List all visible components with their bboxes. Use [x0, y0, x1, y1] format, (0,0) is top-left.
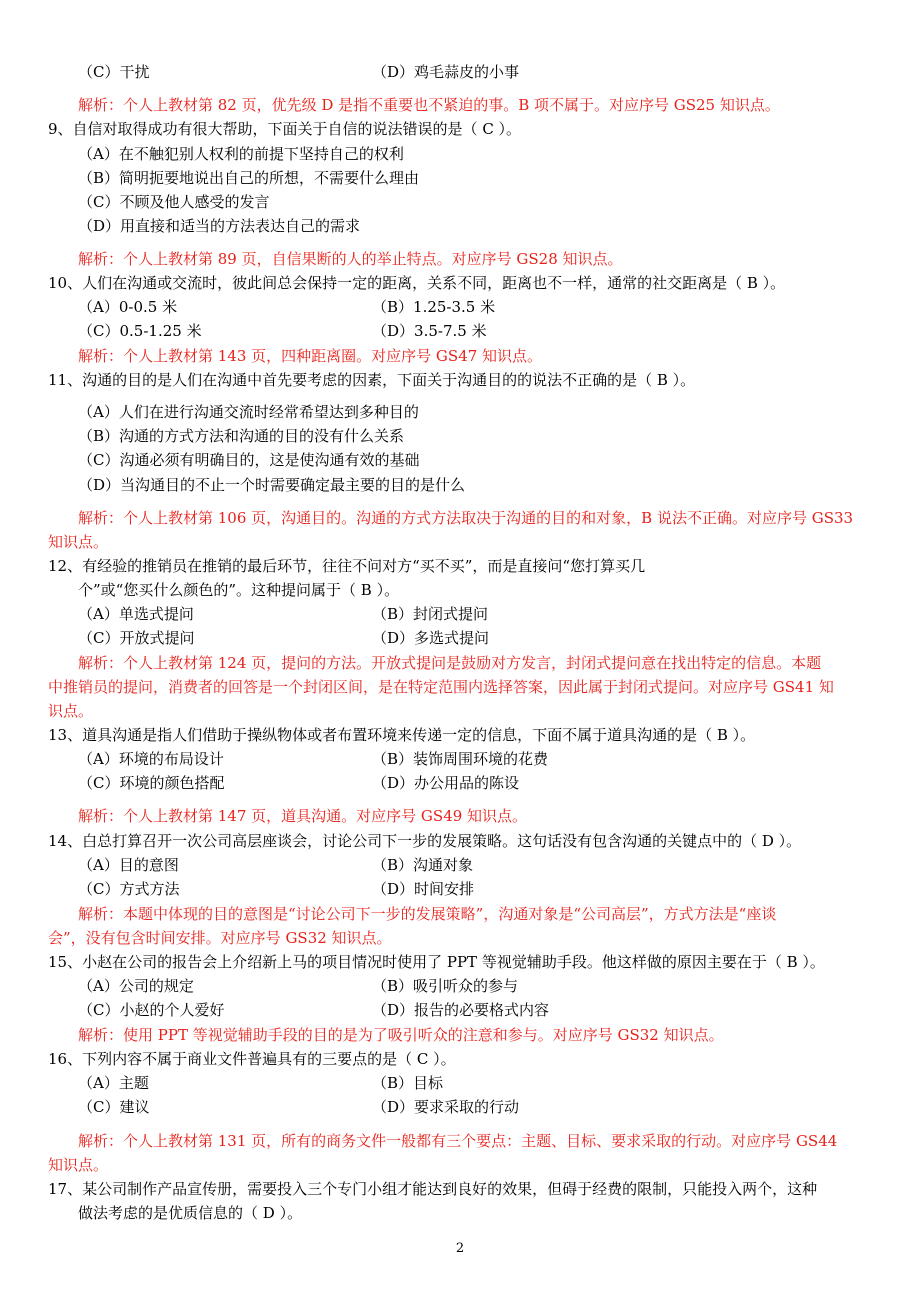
- question-16-explanation-line2: 知识点。: [48, 1156, 109, 1174]
- question-9-option-a: （A）在不触犯别人权利的前提下坚持自己的权利: [78, 145, 404, 163]
- question-9-option-b: （B）简明扼要地说出自己的所想，不需要什么理由: [78, 169, 420, 187]
- question-12-explanation-line2: 中推销员的提问，消费者的回答是一个封闭区间，是在特定范围内选择答案，因此属于封闭式提问。对应序号 GS41 知: [48, 678, 834, 696]
- question-9-option-c: （C）不顾及他人感受的发言: [78, 193, 270, 211]
- question-12-explanation-line1: 解析：个人上教材第 124 页，提问的方法。开放式提问是鼓励对方发言，封闭式提问意在找出特定的信息。本题: [78, 654, 822, 672]
- question-15-option-c: （C）小赵的个人爱好: [78, 1001, 225, 1019]
- question-9-stem: 9、自信对取得成功有很大帮助，下面关于自信的说法错误的是（ C ）。: [48, 120, 522, 138]
- question-15-option-a: （A）公司的规定: [78, 977, 194, 995]
- question-12-option-a: （A）单选式提问: [78, 605, 194, 623]
- question-10-option-a: （A）0-0.5 米: [78, 298, 178, 316]
- question-10-explanation: 解析：个人上教材第 143 页，四种距离圈。对应序号 GS47 知识点。: [78, 347, 543, 365]
- explanation: 解析：个人上教材第 82 页，优先级 D 是指不重要也不紧迫的事。B 项不属于。对应序号 GS25 知识点。: [78, 96, 780, 114]
- question-11-explanation-line2: 知识点。: [48, 533, 109, 551]
- question-13-option-c: （C）环境的颜色搭配: [78, 774, 225, 792]
- question-15-explanation: 解析：使用 PPT 等视觉辅助手段的目的是为了吸引听众的注意和参与。对应序号 GS32 知识点。: [78, 1026, 724, 1044]
- question-16-stem: 16、下列内容不属于商业文件普遍具有的三要点的是（ C ）。: [48, 1050, 456, 1068]
- question-10-option-d: （D）3.5-7.5 米: [372, 322, 487, 340]
- question-10-option-b: （B）1.25-3.5 米: [372, 298, 496, 316]
- question-14-explanation-line2: 会”，没有包含时间安排。对应序号 GS32 知识点。: [48, 929, 392, 947]
- question-10-stem: 10、人们在沟通或交流时，彼此间总会保持一定的距离，关系不同，距离也不一样，通常的社交距离是（ B ）。: [48, 274, 786, 292]
- question-17-stem-line2: 做法考虑的是优质信息的（ D ）。: [78, 1204, 303, 1222]
- question-11-stem: 11、沟通的目的是人们在沟通中首先要考虑的因素，下面关于沟通目的的说法不正确的是（ B ）。: [48, 371, 696, 389]
- question-13-explanation: 解析：个人上教材第 147 页，道具沟通。对应序号 GS49 知识点。: [78, 807, 528, 825]
- question-13-option-b: （B）装饰周围环境的花费: [372, 750, 549, 768]
- question-12-option-b: （B）封闭式提问: [372, 605, 489, 623]
- question-12-option-d: （D）多选式提问: [372, 629, 490, 647]
- question-11-option-b: （B）沟通的方式方法和沟通的目的没有什么关系: [78, 427, 405, 445]
- question-14-option-a: （A）目的意图: [78, 856, 179, 874]
- question-16-option-b: （B）目标: [372, 1074, 444, 1092]
- question-12-stem-line2: 个”或“您买什么颜色的”。这种提问属于（ B ）。: [78, 581, 400, 599]
- question-11-option-d: （D）当沟通目的不止一个时需要确定最主要的目的是什么: [78, 476, 466, 494]
- question-14-explanation-line1: 解析：本题中体现的目的意图是“讨论公司下一步的发展策略”，沟通对象是“公司高层”，方式方法是“座谈: [78, 905, 777, 923]
- question-15-stem: 15、小赵在公司的报告会上介绍新上马的项目情况时使用了 PPT 等视觉辅助手段。他这样做的原因主要在于（ B ）。: [48, 953, 825, 971]
- question-11-option-a: （A）人们在进行沟通交流时经常希望达到多种目的: [78, 403, 419, 421]
- question-16-option-d: （D）要求采取的行动: [372, 1098, 520, 1116]
- question-9-explanation: 解析：个人上教材第 89 页，自信果断的人的举止特点。对应序号 GS28 知识点。: [78, 250, 623, 268]
- question-10-option-c: （C）0.5-1.25 米: [78, 322, 202, 340]
- question-16-option-c: （C）建议: [78, 1098, 150, 1116]
- option-c: （C）干扰: [78, 63, 150, 81]
- question-14-stem: 14、白总打算召开一次公司高层座谈会，讨论公司下一步的发展策略。这句话没有包含沟通的关键点中的（ D ）。: [48, 832, 802, 850]
- question-11-explanation-line1: 解析：个人上教材第 106 页，沟通目的。沟通的方式方法取决于沟通的目的和对象，B 说法不正确。对应序号 GS33: [78, 509, 854, 527]
- question-12-explanation-line3: 识点。: [48, 702, 94, 720]
- question-15-option-d: （D）报告的必要格式内容: [372, 1001, 550, 1019]
- question-12-option-c: （C）开放式提问: [78, 629, 195, 647]
- question-14-option-d: （D）时间安排: [372, 880, 475, 898]
- question-12-stem-line1: 12、有经验的推销员在推销的最后环节，往往不问对方“买不买”，而是直接问“您打算买几: [48, 557, 646, 575]
- question-9-option-d: （D）用直接和适当的方法表达自己的需求: [78, 217, 361, 235]
- question-14-option-b: （B）沟通对象: [372, 856, 474, 874]
- question-14-option-c: （C）方式方法: [78, 880, 180, 898]
- option-d: （D）鸡毛蒜皮的小事: [372, 63, 520, 81]
- question-13-option-d: （D）办公用品的陈设: [372, 774, 520, 792]
- question-13-option-a: （A）环境的布局设计: [78, 750, 224, 768]
- question-11-option-c: （C）沟通必须有明确目的，这是使沟通有效的基础: [78, 451, 420, 469]
- page-number: 2: [455, 1241, 465, 1256]
- question-15-option-b: （B）吸引听众的参与: [372, 977, 519, 995]
- question-17-stem-line1: 17、某公司制作产品宣传册，需要投入三个专门小组才能达到良好的效果，但碍于经费的限制，只能投入两个，这种: [48, 1180, 818, 1198]
- question-16-option-a: （A）主题: [78, 1074, 149, 1092]
- question-13-stem: 13、道具沟通是指人们借助于操纵物体或者布置环境来传递一定的信息，下面不属于道具沟通的是（ B ）。: [48, 726, 756, 744]
- question-16-explanation-line1: 解析：个人上教材第 131 页，所有的商务文件一般都有三个要点：主题、目标、要求采取的行动。对应序号 GS44: [78, 1132, 838, 1150]
